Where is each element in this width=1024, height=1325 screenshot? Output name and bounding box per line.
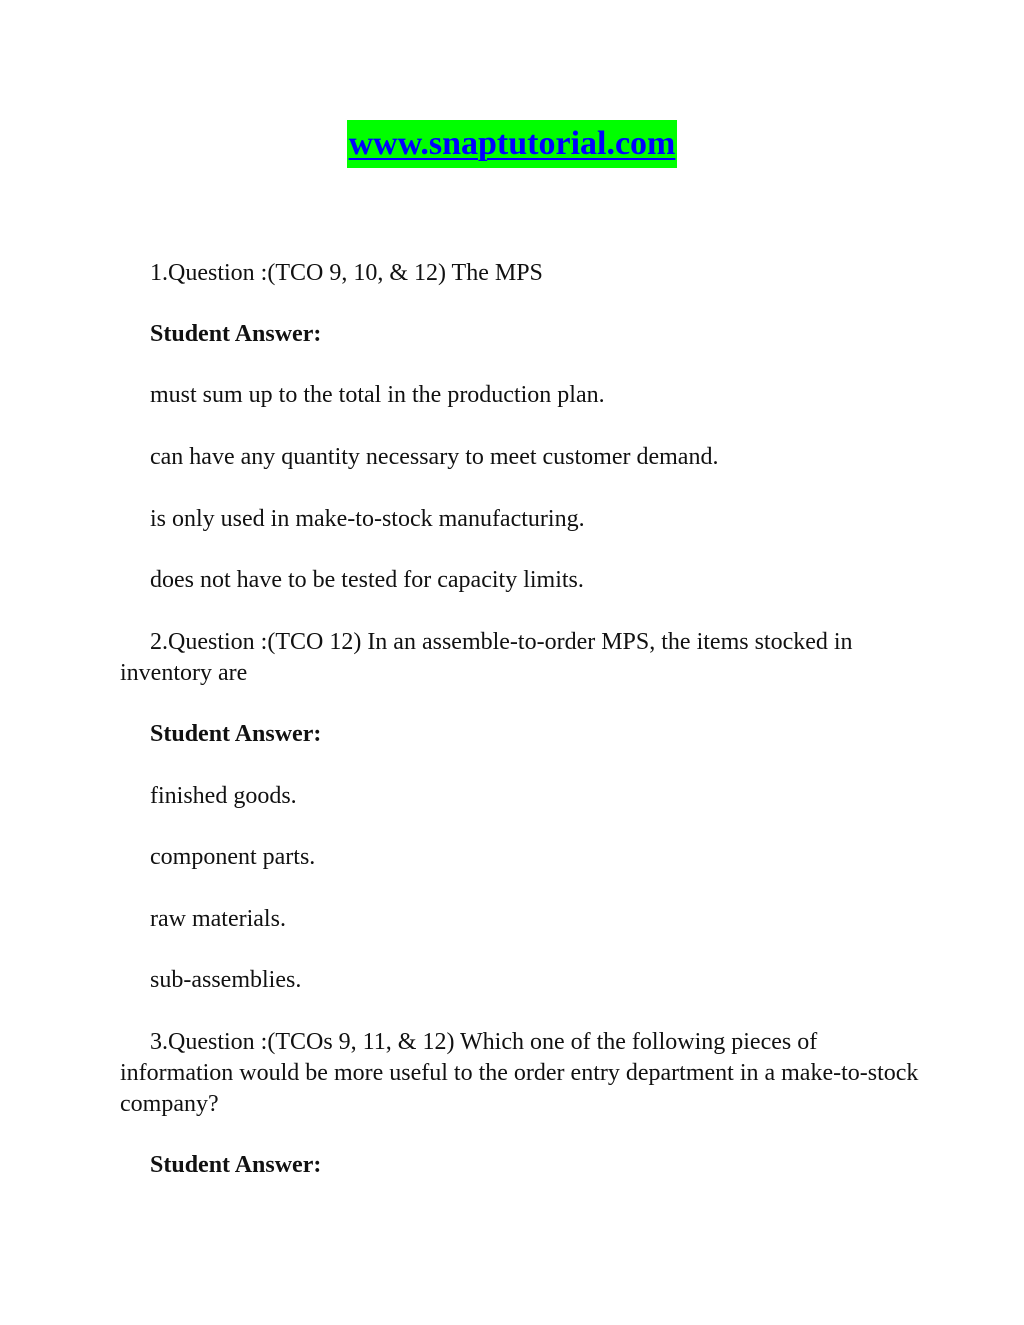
question-3-answer-label: Student Answer: xyxy=(150,1152,322,1178)
question-1-option-2: can have any quantity necessary to meet customer demand. xyxy=(150,444,719,470)
site-link[interactable]: www.snaptutorial.com xyxy=(347,120,678,168)
question-1-option-1: must sum up to the total in the production plan. xyxy=(150,382,605,408)
question-3-prompt: 3.Question :(TCOs 9, 11, & 12) Which one of the following pieces of information would be more useful to the order entry department in a make-to-stock company? xyxy=(120,1029,919,1117)
question-2-option-1: finished goods. xyxy=(150,783,297,809)
question-2-option-3: raw materials. xyxy=(150,906,286,932)
header xyxy=(0,120,1024,168)
question-1-prompt: 1.Question :(TCO 9, 10, & 12) The MPS xyxy=(150,260,543,286)
question-1-option-4: does not have to be tested for capacity limits. xyxy=(150,567,584,593)
question-1-answer-label: Student Answer: xyxy=(150,321,322,347)
question-2-option-2: component parts. xyxy=(150,844,316,870)
question-2-option-4: sub-assemblies. xyxy=(150,967,302,993)
question-1-option-3: is only used in make-to-stock manufacturing. xyxy=(150,506,585,532)
question-2-answer-label: Student Answer: xyxy=(150,721,322,747)
question-2-prompt: 2.Question :(TCO 12) In an assemble-to-order MPS, the items stocked in inventory are xyxy=(120,629,853,686)
